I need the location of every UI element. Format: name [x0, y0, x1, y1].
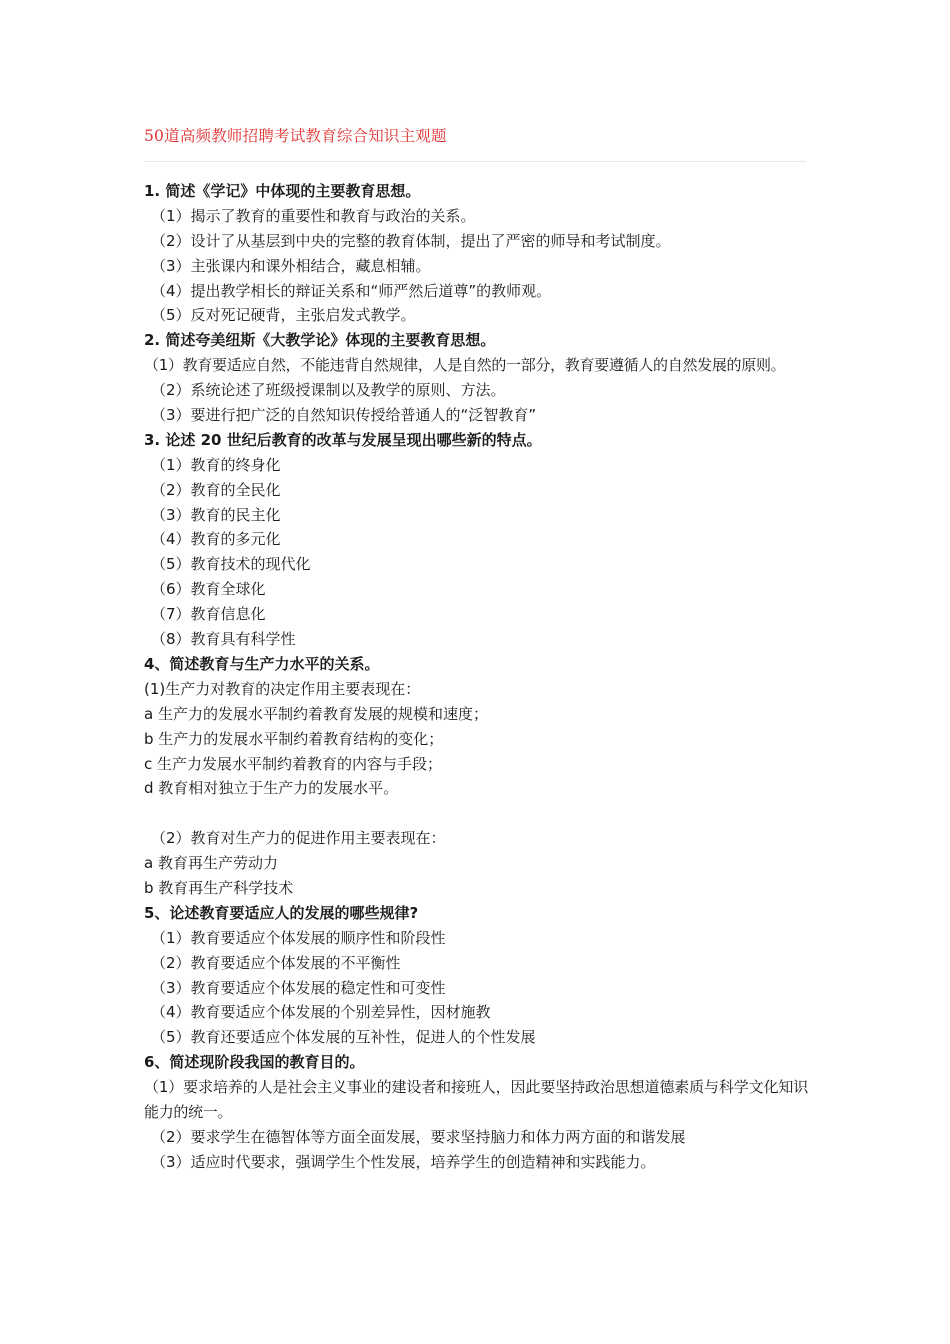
answer-line: c 生产力发展水平制约着教育的内容与手段；: [144, 754, 443, 773]
answer-line: （3）主张课内和课外相结合，藏息相辅。: [151, 256, 431, 275]
answer-line: （3）教育要适应个体发展的稳定性和可变性: [151, 978, 446, 997]
answer-line: （4）教育的多元化: [151, 530, 281, 549]
blank-line: [144, 801, 808, 826]
document-body: [144, 179, 808, 1175]
answer-line: （8）教育具有科学性: [151, 630, 296, 649]
answer-line: （4）提出教学相长的辩证关系和“师严然后道尊”的教师观。: [151, 281, 552, 300]
answer-line: d 教育相对独立于生产力的发展水平。: [144, 779, 399, 798]
answer-line: （5）教育技术的现代化: [151, 555, 311, 574]
answer-line: （3）教育的民主化: [151, 505, 281, 524]
answer-line: （2）教育要适应个体发展的不平衡性: [151, 953, 401, 972]
answer-line: （2）教育的全民化: [151, 480, 281, 499]
answer-line: （1）要求培养的人是社会主义事业的建设者和接班人，因此要坚持政治思想道德素质与科学文化知识能力的统一。: [144, 1078, 808, 1121]
question-heading: 3. 论述 20 世纪后教育的改革与发展呈现出哪些新的特点。: [144, 430, 542, 449]
answer-line: a 生产力的发展水平制约着教育发展的规模和速度；: [144, 704, 488, 723]
document-title: 50道高频教师招聘考试教育综合知识主观题: [144, 127, 447, 145]
answer-line: （2）系统论述了班级授课制以及教学的原则、方法。: [151, 381, 506, 400]
answer-line: （3）要进行把广泛的自然知识传授给普通人的“泛智教育”: [151, 406, 537, 425]
answer-line: （6）教育全球化: [151, 580, 266, 599]
answer-line: （7）教育信息化: [151, 605, 266, 624]
question-heading: 6、简述现阶段我国的教育目的。: [144, 1053, 365, 1072]
answer-line: （5）反对死记硬背，主张启发式教学。: [151, 306, 416, 325]
answer-line: （4）教育要适应个体发展的个别差异性，因材施教: [151, 1003, 491, 1022]
answer-line: （1）教育的终身化: [151, 455, 281, 474]
answer-line: （5）教育还要适应个体发展的互补性，促进人的个性发展: [151, 1028, 536, 1047]
question-heading: 2. 简述夸美纽斯《大教学论》体现的主要教育思想。: [144, 331, 496, 350]
answer-line: b 生产力的发展水平制约着教育结构的变化；: [144, 729, 444, 748]
answer-line: （2）设计了从基层到中央的完整的教育体制，提出了严密的师导和考试制度。: [151, 231, 671, 250]
answer-line: （3）适应时代要求，强调学生个性发展，培养学生的创造精神和实践能力。: [151, 1152, 656, 1171]
answer-line: （1）揭示了教育的重要性和教育与政治的关系。: [151, 206, 476, 225]
answer-line: b 教育再生产科学技术: [144, 878, 294, 897]
answer-line: （1）教育要适应个体发展的顺序性和阶段性: [151, 928, 446, 947]
answer-line: （2）教育对生产力的促进作用主要表现在：: [151, 829, 446, 848]
answer-line: （1）教育要适应自然，不能违背自然规律，人是自然的一部分，教育要遵循人的自然发展的原则。: [144, 356, 786, 375]
title-divider: [144, 161, 806, 162]
question-heading: 4、简述教育与生产力水平的关系。: [144, 654, 380, 673]
question-heading: 1. 简述《学记》中体现的主要教育思想。: [144, 182, 421, 200]
answer-line: （2）要求学生在德智体等方面全面发展，要求坚持脑力和体力两方面的和谐发展: [151, 1127, 686, 1146]
question-heading: 5、论述教育要适应人的发展的哪些规律?: [144, 903, 419, 922]
answer-line: a 教育再生产劳动力: [144, 854, 278, 873]
answer-line: (1)生产力对教育的决定作用主要表现在：: [144, 679, 421, 698]
